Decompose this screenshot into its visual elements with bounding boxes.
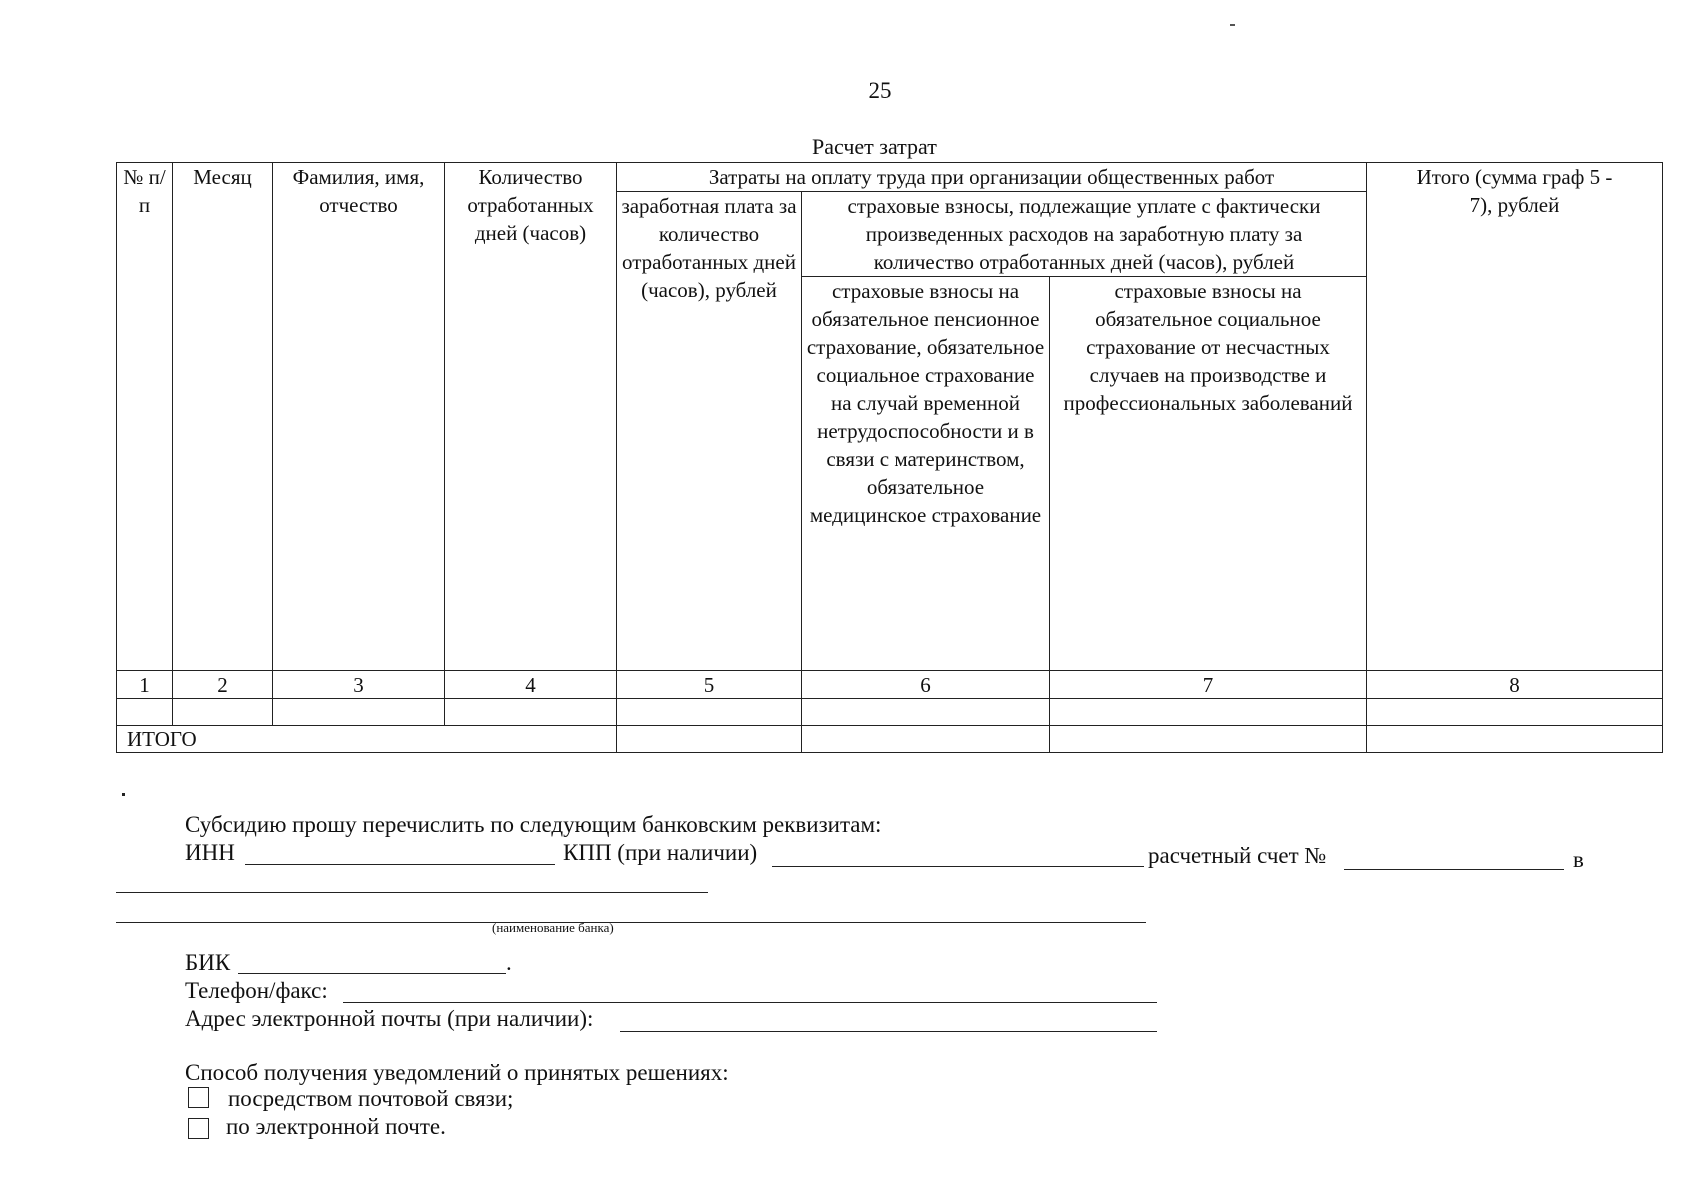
table-cell[interactable]	[617, 699, 802, 726]
table-cell[interactable]	[802, 699, 1050, 726]
scan-mark	[1230, 24, 1235, 26]
bank-name-caption: (наименование банка)	[492, 920, 614, 935]
bank-details-intro: Субсидию прошу перечислить по следующим банковским реквизитам:	[185, 812, 882, 837]
header-insurance-group: страховые взносы, подлежащие уплате с фактически произведенных расходов на заработную плату за количество отработанных дней (часов), рублей	[802, 192, 1367, 277]
table-caption: Расчет затрат	[812, 134, 937, 159]
page-number: 25	[868, 78, 892, 103]
header-total: Итого (сумма граф 5 - 7), рублей	[1367, 163, 1663, 671]
bik-label: БИК	[185, 950, 231, 975]
column-number: 7	[1050, 671, 1367, 699]
column-number: 3	[273, 671, 445, 699]
kpp-field[interactable]	[772, 866, 1144, 867]
table-cell[interactable]	[445, 699, 617, 726]
table-cell[interactable]	[1367, 699, 1663, 726]
account-label: расчетный счет №	[1148, 843, 1327, 868]
column-number: 1	[117, 671, 173, 699]
email-notification-checkbox[interactable]	[188, 1118, 209, 1139]
in-label: в	[1573, 847, 1584, 872]
inn-label: ИНН	[185, 840, 235, 865]
cost-calculation-table	[116, 162, 1663, 753]
bank-name-field-line1[interactable]	[116, 892, 708, 893]
postal-notification-checkbox[interactable]	[188, 1087, 209, 1108]
notifications-title: Способ получения уведомлений о принятых решениях:	[185, 1060, 729, 1085]
header-month: Месяц	[173, 163, 273, 671]
bik-field[interactable]	[238, 973, 506, 974]
header-insurance-pension: страховые взносы на обязательное пенсионное страхование, обязательное социальное страхование на случай временной нетрудоспособности и в связи с материнством, обязательное медицинское страхование	[802, 277, 1050, 671]
total-cell[interactable]	[802, 726, 1050, 753]
total-cell[interactable]	[617, 726, 802, 753]
email-label: Адрес электронной почты (при наличии):	[185, 1006, 594, 1031]
column-number: 6	[802, 671, 1050, 699]
column-numbers-row	[117, 671, 1663, 699]
table-row	[117, 699, 1663, 726]
bik-dot: .	[506, 950, 512, 975]
table-cell[interactable]	[173, 699, 273, 726]
header-days: Количество отработанных дней (часов)	[445, 163, 617, 671]
column-number: 4	[445, 671, 617, 699]
header-insurance-accident: страховые взносы на обязательное социальное страхование от несчастных случаев на производстве и профессиональных заболеваний	[1050, 277, 1367, 671]
email-field[interactable]	[620, 1031, 1157, 1032]
table-cell[interactable]	[273, 699, 445, 726]
table-cell[interactable]	[117, 699, 173, 726]
header-salary: заработная плата за количество отработанных дней (часов), рублей	[617, 192, 802, 671]
column-number: 2	[173, 671, 273, 699]
kpp-label: КПП (при наличии)	[563, 840, 758, 865]
total-row-label: ИТОГО	[117, 726, 617, 753]
postal-notification-label: посредством почтовой связи;	[228, 1086, 514, 1111]
phone-field[interactable]	[343, 1002, 1157, 1003]
total-cell[interactable]	[1050, 726, 1367, 753]
phone-label: Телефон/факс:	[185, 978, 328, 1003]
bank-name-field-line2[interactable]	[116, 922, 1146, 923]
column-number: 5	[617, 671, 802, 699]
column-number: 8	[1367, 671, 1663, 699]
email-notification-label: по электронной почте.	[226, 1114, 446, 1139]
account-field[interactable]	[1344, 869, 1564, 870]
total-cell[interactable]	[1367, 726, 1663, 753]
header-costs-group: Затраты на оплату труда при организации общественных работ	[617, 163, 1367, 192]
inn-field[interactable]	[245, 864, 555, 865]
total-row	[117, 726, 1663, 753]
scan-mark	[122, 793, 125, 796]
header-fio: Фамилия, имя, отчество	[273, 163, 445, 671]
table-cell[interactable]	[1050, 699, 1367, 726]
header-num: № п/п	[117, 163, 173, 671]
